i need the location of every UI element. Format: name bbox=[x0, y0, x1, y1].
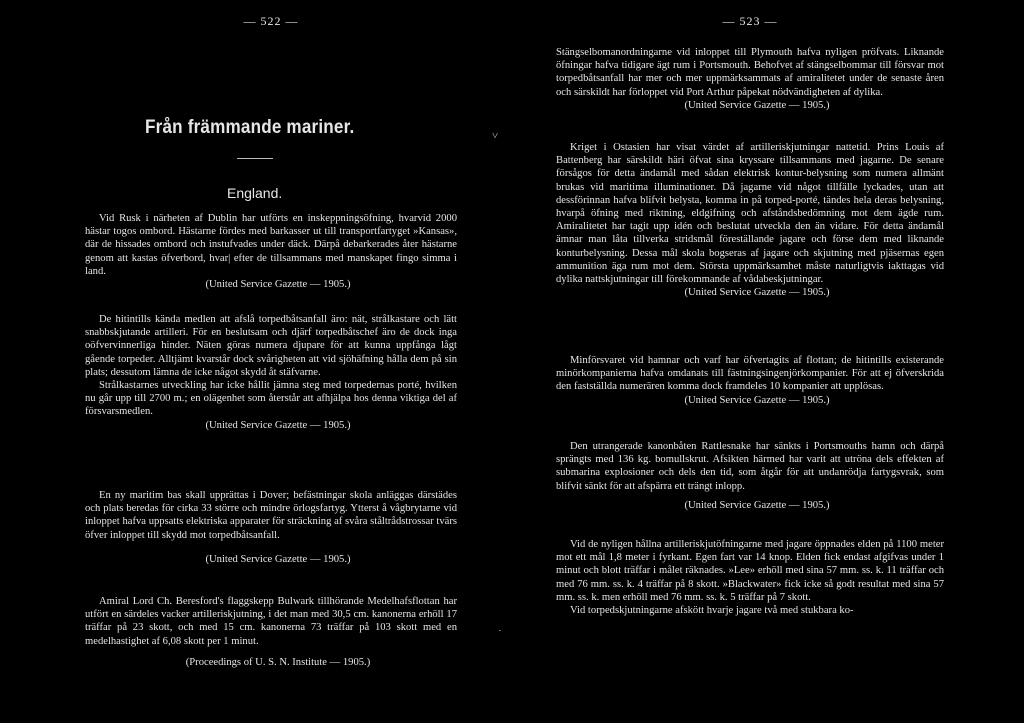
article-paragraph: Amiral Lord Ch. Beresford's flaggskepp Bulwark tillhörande Medelhafsflottan har utfört en särdeles vacker artilleriskjutning, i det man med 30,5 cm. kanonerna erhöll 17 träffar på 23 skott, och med 15 cm. kanonerna 73 träffar på 103 skott med en medelhastighet af 6,08 skott per 1 minut. bbox=[85, 596, 457, 647]
article-paragraph: Minförsvaret vid hamnar och varf har öfvertagits af flottan; de hitintills existerande minörkompanierna hafva omdanats till fästningsingenjörkompanier. För att ej öfverskrida den fastställda numerären komma dock framdeles 10 kompanier att upplösas. bbox=[556, 355, 944, 393]
article-paragraph: Vid de nyligen hållna artilleriskjutöfningarne med jagare öppnades elden på 1100 meter mot ett mål 1,8 meter i fyrkant. Egen fart var 14 knop. Elden fick endast afgifvas under 1 minut och blott träffar i målet räknades. »Lee» erhöll med sina 57 mm. ss. k. 11 träffar och med 76 mm. ss. k. 4 träffar på 8 skott. »Blackwater» fick icke så godt resultat med sina 57 mm. ss. k. men erhöll med 76 mm. ss. k. 5 träffar på 7 skott. bbox=[556, 539, 944, 603]
article-destroyer-gunnery bbox=[556, 538, 944, 617]
page-number-right: — 523 — bbox=[722, 14, 778, 28]
country-heading: England. bbox=[227, 185, 283, 201]
article-plymouth-booms bbox=[556, 46, 944, 112]
section-title: Från främmande mariner. bbox=[145, 117, 355, 138]
scan-mark: ˙ bbox=[498, 628, 502, 640]
article-paragraph: Vid torpedskjutningarne afskött hvarje jagare två med stukbara ko- bbox=[570, 605, 854, 617]
article-paragraph: De hitintills kända medlen att afslå torpedbåtsanfall äro: nät, strålkastare och lätt snabbskjutande artilleri. För en beslutsam och djärf torpedbåtschef äro de dock inga oöfvervinnerliga hinder. Näten göras numera djupare för att kunna uppfånga lågt gående torpeder. Alltjämt kvarstår dock svårigheten att vid sjöhäfning hålla dem på sin plats; dessutom lämna de icke något skydd åt stäfvarne. bbox=[85, 314, 457, 378]
title-divider bbox=[237, 158, 273, 159]
article-horse-embarkation bbox=[85, 212, 457, 291]
article-torpedo-defence bbox=[85, 313, 457, 432]
article-paragraph: Den utrangerade kanonbåten Rattlesnake har sänkts i Portsmouths hamn och därpå sprängts med 136 kg. bomullskrut. Afsikten härmed har varit att utröna dels effekten af submarina explosioner och dels den tid, som åtgår för att undanrödja fartygsvrak, som blifvit sänkt för att afspärra ett trängt inlopp. bbox=[556, 441, 944, 492]
scan-mark: ˅ bbox=[492, 130, 499, 142]
right-page bbox=[556, 0, 944, 723]
article-mine-defence bbox=[556, 354, 944, 407]
article-credit: (United Service Gazette — 1905.) bbox=[205, 553, 351, 565]
article-credit: (United Service Gazette — 1905.) bbox=[684, 394, 830, 406]
article-paragraph: Kriget i Ostasien har visat värdet af artilleriskjutningar nattetid. Prins Louis af Battenberg har särskildt häri öfvat sina kryssare tillsammans med jagarne. De senare försågos för detta ändamål med sådan elektrisk kontur-belysning som numera allmänt brukas vid maritima illuminationer. Då jagarne vid något tillfälle lyckades, utan att dessförinnan hafva blifvit belysta, komma in på torped-porté, tändes hela deras belysning, hvarpå öfning med riktning, eldgifning och afståndsbedömning mot dem ägde rum. Amiralitetet har tagit upp idén och beslutat utveckla den än vidare. För detta ändamål ämnar man låta tillverka stridsmål föreställande jagare och förse dem med liknande konturbelysning. Dessa mål skola bogseras af jagare och skjutning med pjäsernas egen ammunition äga rum mot dem. Största uppmärksamhet måste naturligtvis iakttagas vid dylika nattskjutningar till förekommande af vådabeskjutningar. bbox=[556, 142, 944, 286]
article-credit: (United Service Gazette — 1905.) bbox=[684, 287, 830, 299]
article-paragraph: Stängselbomanordningarne vid inloppet till Plymouth hafva nyligen pröfvats. Liknande öfningar hafva tidigare ägt rum i Portsmouth. Behofvet af stängselbommar till försvar mot torpedbåtsanfall har mer och mer uppmärksammats af amiralitetet under de senaste åren och särskildt har förloppet vid Port Arthur påpekat nödvändigheten af dylika. bbox=[556, 47, 944, 98]
article-credit: (United Service Gazette — 1905.) bbox=[205, 419, 351, 431]
article-credit: (Proceedings of U. S. N. Institute — 1905.) bbox=[185, 656, 371, 668]
article-night-gunnery bbox=[556, 141, 944, 299]
article-rattlesnake bbox=[556, 440, 944, 512]
page-number-left: — 522 — bbox=[243, 14, 299, 28]
article-credit: (United Service Gazette — 1905.) bbox=[205, 279, 351, 291]
article-paragraph: En ny maritim bas skall upprättas i Dover; befästningar skola anläggas därstädes och plats beredas för cirka 33 större och mindre örlogsfartyg. Ytterst å vågbrytarne vid inloppet hafva uppsatts elektriska apparater för sträckning af svåra ståltrådstrossar tvärs öfver inloppet till skydd mot torpedbåtsanfall. bbox=[85, 490, 457, 541]
article-credit: (United Service Gazette — 1905.) bbox=[684, 499, 830, 511]
article-dover-base bbox=[85, 489, 457, 566]
article-paragraph: Vid Rusk i närheten af Dublin har utförts en inskeppningsöfning, hvarvid 2000 hästar togos ombord. Hästarne fördes med barkasser ut till transportfartyget »Kansas», där de hissades ombord och instufvades under däck. Därpå debarkerades åter hästarne genom att kastas öfverbord, hvar| efter de tillsammans med manskapet fingo simma i land. bbox=[85, 213, 457, 277]
article-paragraph: Strålkastarnes utveckling har icke hållit jämna steg med torpedernas porté, hvilken nu går upp till 2700 m.; en olägenhet som återstår att afhjälpa hos denna viktiga del af försvarsmedlen. bbox=[85, 380, 457, 418]
article-credit: (United Service Gazette — 1905.) bbox=[684, 99, 830, 111]
article-bulwark-gunnery bbox=[85, 595, 457, 669]
left-page bbox=[85, 0, 457, 723]
